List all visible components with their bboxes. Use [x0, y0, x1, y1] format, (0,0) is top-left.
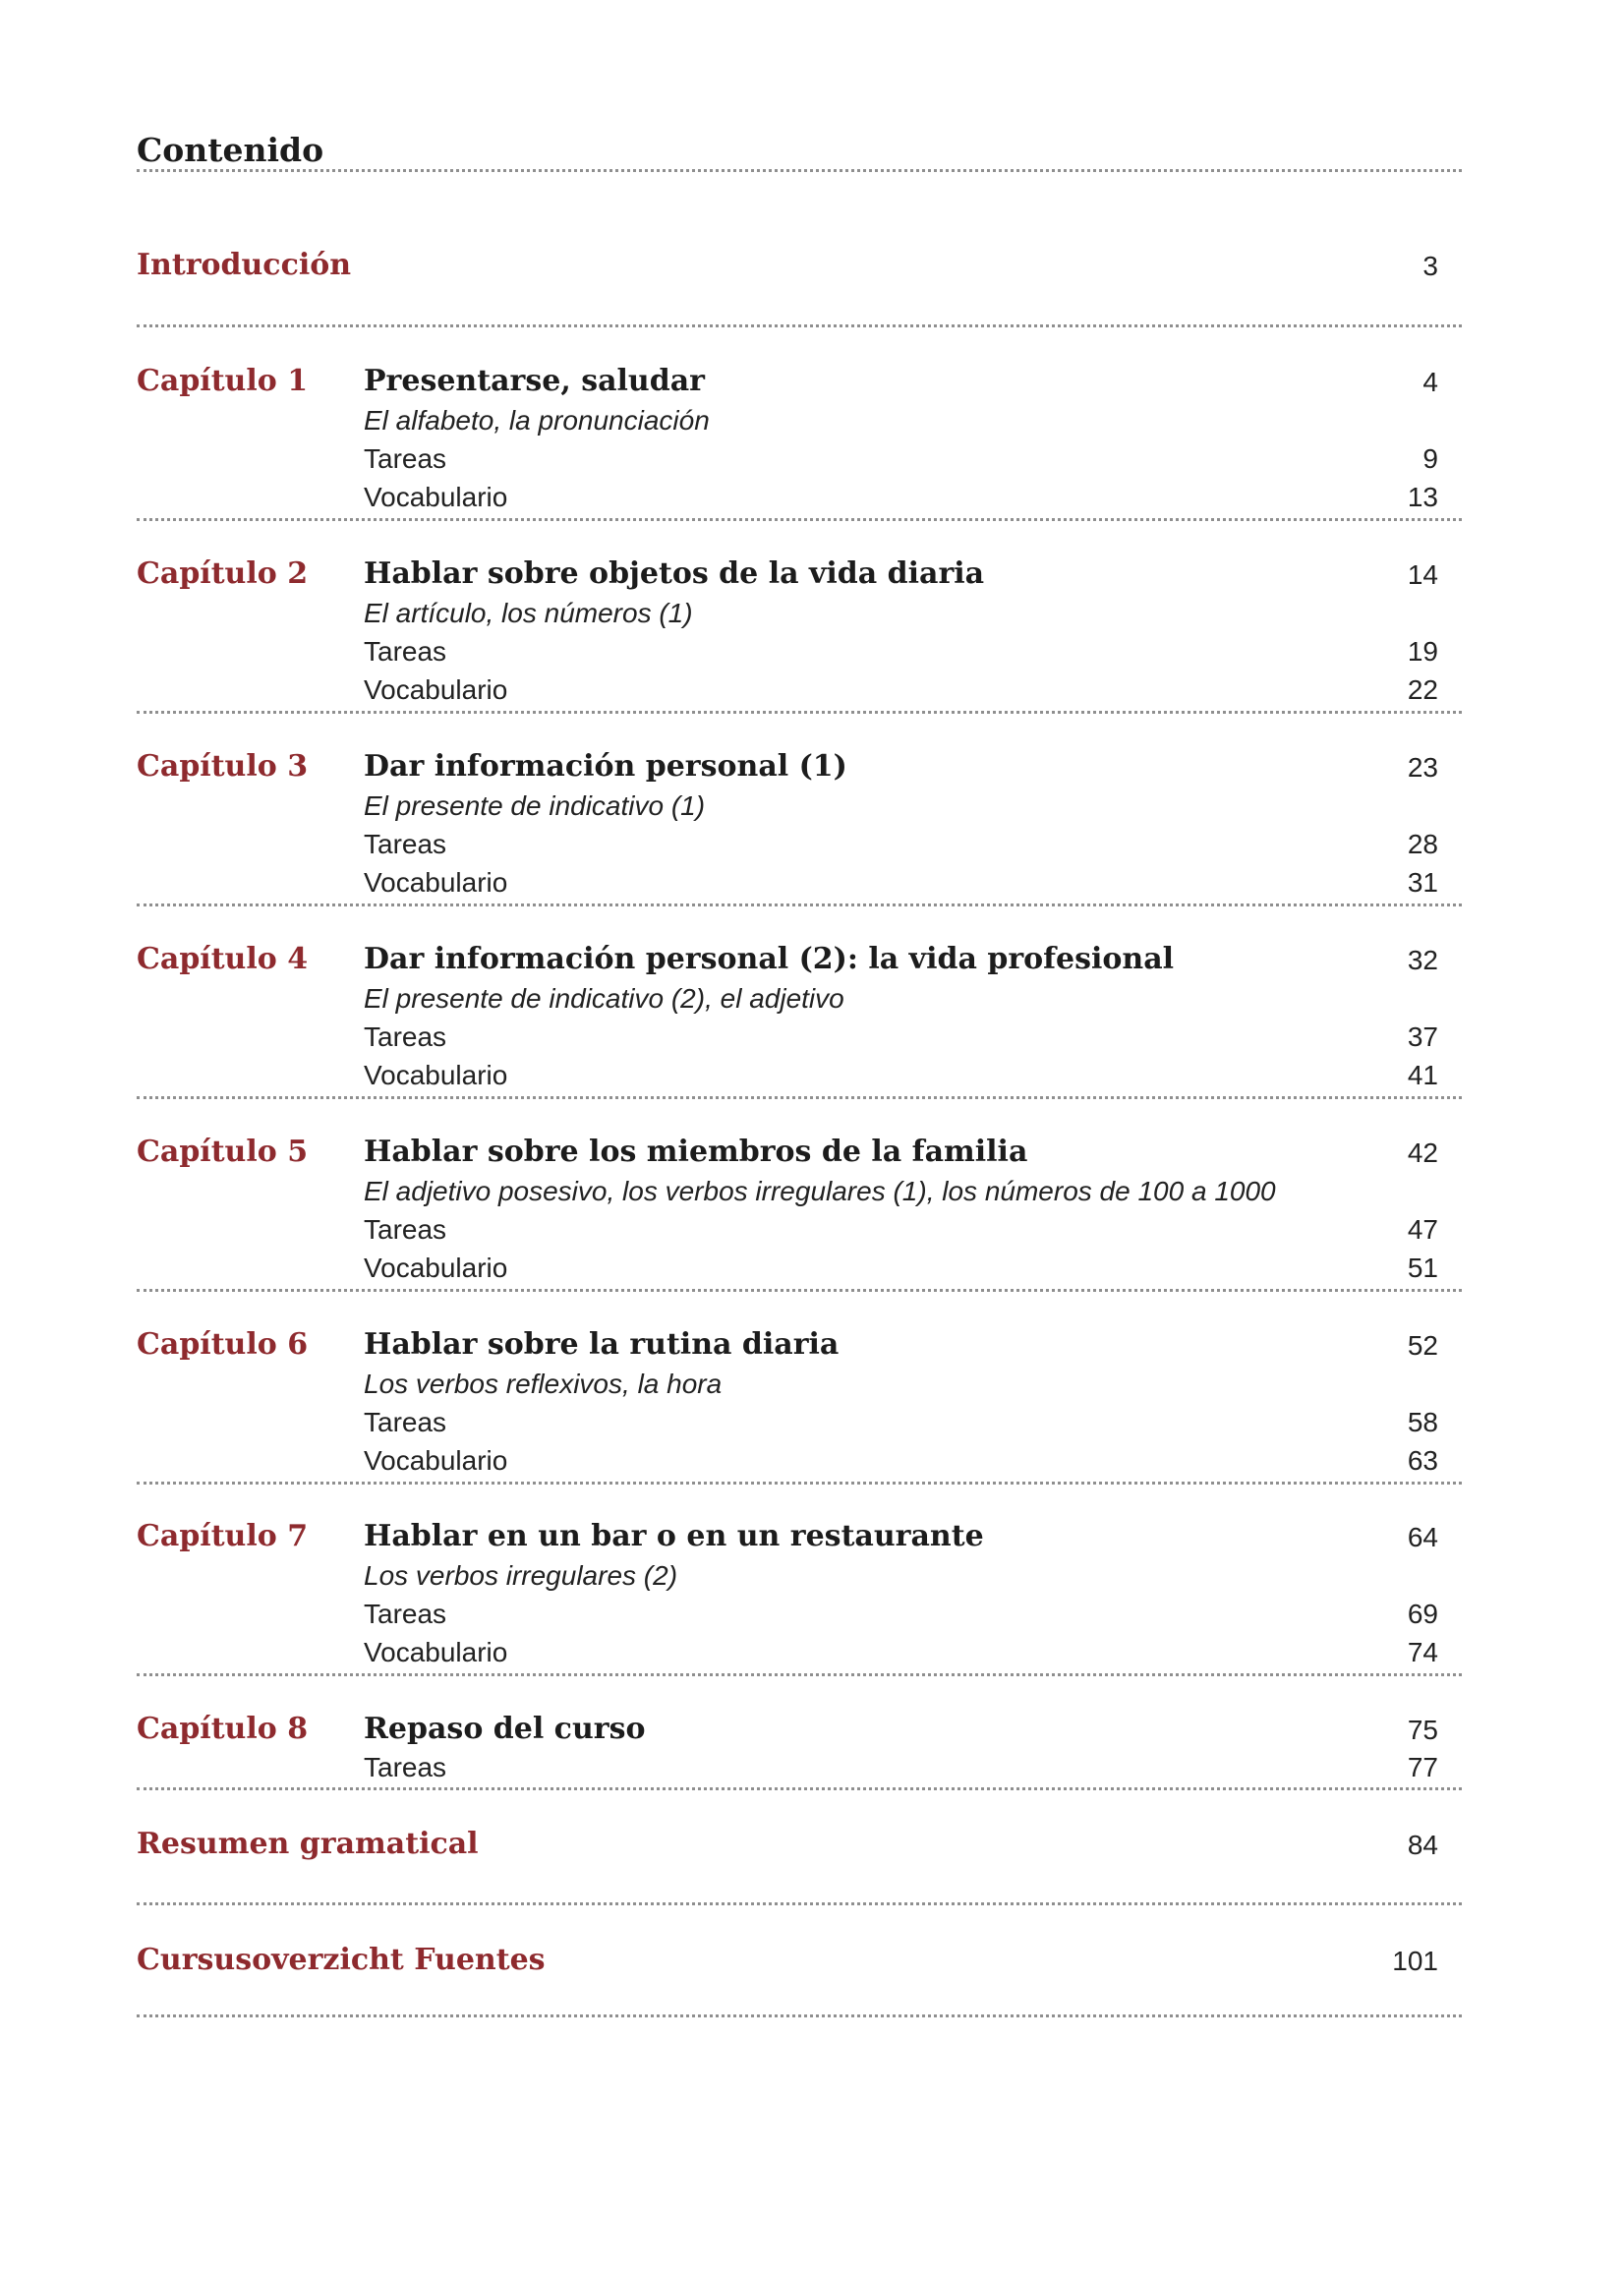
divider — [137, 711, 1462, 714]
chapter-7-tareas-page: 69 — [1407, 1599, 1438, 1629]
chapter-4-tareas-page: 37 — [1407, 1021, 1438, 1052]
chapter-3-page: 23 — [1407, 752, 1438, 783]
chapter-6-vocab-page: 63 — [1407, 1445, 1438, 1476]
chapter-7-tareas[interactable]: Tareas — [364, 1599, 447, 1629]
divider — [137, 1289, 1462, 1292]
chapter-1-title[interactable]: Presentarse, saludar — [364, 364, 705, 398]
chapter-7-vocab-page: 74 — [1407, 1637, 1438, 1667]
chapter-1-vocab-page: 13 — [1407, 482, 1438, 512]
chapter-5-tareas[interactable]: Tareas — [364, 1214, 447, 1245]
chapter-2-subtitle: El artículo, los números (1) — [364, 598, 693, 628]
toc-entry-cursus-page: 101 — [1392, 1946, 1438, 1976]
toc-entry-resumen-page: 84 — [1407, 1830, 1438, 1860]
chapter-6-vocab[interactable]: Vocabulario — [364, 1445, 508, 1476]
chapter-7-page: 64 — [1407, 1522, 1438, 1552]
chapter-2-tareas[interactable]: Tareas — [364, 636, 447, 667]
chapter-6-page: 52 — [1407, 1330, 1438, 1361]
chapter-3-label[interactable]: Capítulo 3 — [137, 749, 309, 784]
chapter-7-title[interactable]: Hablar en un bar o en un restaurante — [364, 1519, 984, 1553]
chapter-3-vocab[interactable]: Vocabulario — [364, 867, 508, 898]
divider — [137, 518, 1462, 521]
chapter-5-label[interactable]: Capítulo 5 — [137, 1135, 309, 1169]
chapter-5-tareas-page: 47 — [1407, 1214, 1438, 1245]
chapter-1-vocab[interactable]: Vocabulario — [364, 482, 508, 512]
chapter-1-tareas[interactable]: Tareas — [364, 443, 447, 474]
chapter-6-tareas[interactable]: Tareas — [364, 1407, 447, 1437]
divider — [137, 1902, 1462, 1905]
divider — [137, 1787, 1462, 1790]
chapter-6-label[interactable]: Capítulo 6 — [137, 1327, 309, 1362]
chapter-4-tareas[interactable]: Tareas — [364, 1021, 447, 1052]
chapter-4-page: 32 — [1407, 945, 1438, 975]
divider — [137, 1673, 1462, 1676]
chapter-8-tareas[interactable]: Tareas — [364, 1752, 447, 1782]
chapter-4-subtitle: El presente de indicativo (2), el adjetivo — [364, 983, 844, 1014]
chapter-7-subtitle: Los verbos irregulares (2) — [364, 1560, 678, 1591]
chapter-8-label[interactable]: Capítulo 8 — [137, 1712, 309, 1746]
page-title: Contenido — [137, 131, 324, 169]
divider — [137, 1096, 1462, 1099]
toc-entry-resumen-label[interactable]: Resumen gramatical — [137, 1827, 479, 1861]
chapter-5-page: 42 — [1407, 1137, 1438, 1168]
chapter-2-label[interactable]: Capítulo 2 — [137, 556, 309, 591]
chapter-1-label[interactable]: Capítulo 1 — [137, 364, 309, 398]
chapter-1-page: 4 — [1422, 367, 1438, 397]
divider — [137, 2014, 1462, 2017]
divider — [137, 1482, 1462, 1485]
chapter-7-vocab[interactable]: Vocabulario — [364, 1637, 508, 1667]
chapter-3-subtitle: El presente de indicativo (1) — [364, 790, 706, 821]
chapter-8-tareas-page: 77 — [1407, 1752, 1438, 1782]
chapter-6-title[interactable]: Hablar sobre la rutina diaria — [364, 1327, 840, 1362]
chapter-3-tareas-page: 28 — [1407, 829, 1438, 859]
divider — [137, 904, 1462, 906]
toc-entry-intro-label[interactable]: Introducción — [137, 248, 352, 282]
chapter-4-vocab[interactable]: Vocabulario — [364, 1060, 508, 1090]
chapter-2-title[interactable]: Hablar sobre objetos de la vida diaria — [364, 556, 985, 591]
chapter-2-vocab-page: 22 — [1407, 674, 1438, 705]
chapter-5-title[interactable]: Hablar sobre los miembros de la familia — [364, 1135, 1028, 1169]
chapter-5-vocab-page: 51 — [1407, 1253, 1438, 1283]
chapter-4-vocab-page: 41 — [1407, 1060, 1438, 1090]
chapter-1-subtitle: El alfabeto, la pronunciación — [364, 405, 710, 436]
chapter-5-subtitle: El adjetivo posesivo, los verbos irregulares (1), los números de 100 a 1000 — [364, 1176, 1276, 1206]
chapter-2-page: 14 — [1407, 559, 1438, 590]
chapter-1-tareas-page: 9 — [1422, 443, 1438, 474]
chapter-8-page: 75 — [1407, 1715, 1438, 1745]
chapter-6-subtitle: Los verbos reflexivos, la hora — [364, 1369, 723, 1399]
chapter-7-label[interactable]: Capítulo 7 — [137, 1519, 309, 1553]
toc-entry-cursus-label[interactable]: Cursusoverzicht Fuentes — [137, 1943, 546, 1977]
divider — [137, 169, 1462, 172]
chapter-4-label[interactable]: Capítulo 4 — [137, 942, 309, 976]
chapter-4-title[interactable]: Dar información personal (2): la vida profesional — [364, 942, 1175, 976]
chapter-2-tareas-page: 19 — [1407, 636, 1438, 667]
chapter-5-vocab[interactable]: Vocabulario — [364, 1253, 508, 1283]
chapter-6-tareas-page: 58 — [1407, 1407, 1438, 1437]
toc-entry-intro-page: 3 — [1422, 251, 1438, 281]
divider — [137, 324, 1462, 327]
chapter-8-title[interactable]: Repaso del curso — [364, 1712, 646, 1746]
chapter-3-vocab-page: 31 — [1407, 867, 1438, 898]
chapter-2-vocab[interactable]: Vocabulario — [364, 674, 508, 705]
chapter-3-title[interactable]: Dar información personal (1) — [364, 749, 847, 784]
chapter-3-tareas[interactable]: Tareas — [364, 829, 447, 859]
